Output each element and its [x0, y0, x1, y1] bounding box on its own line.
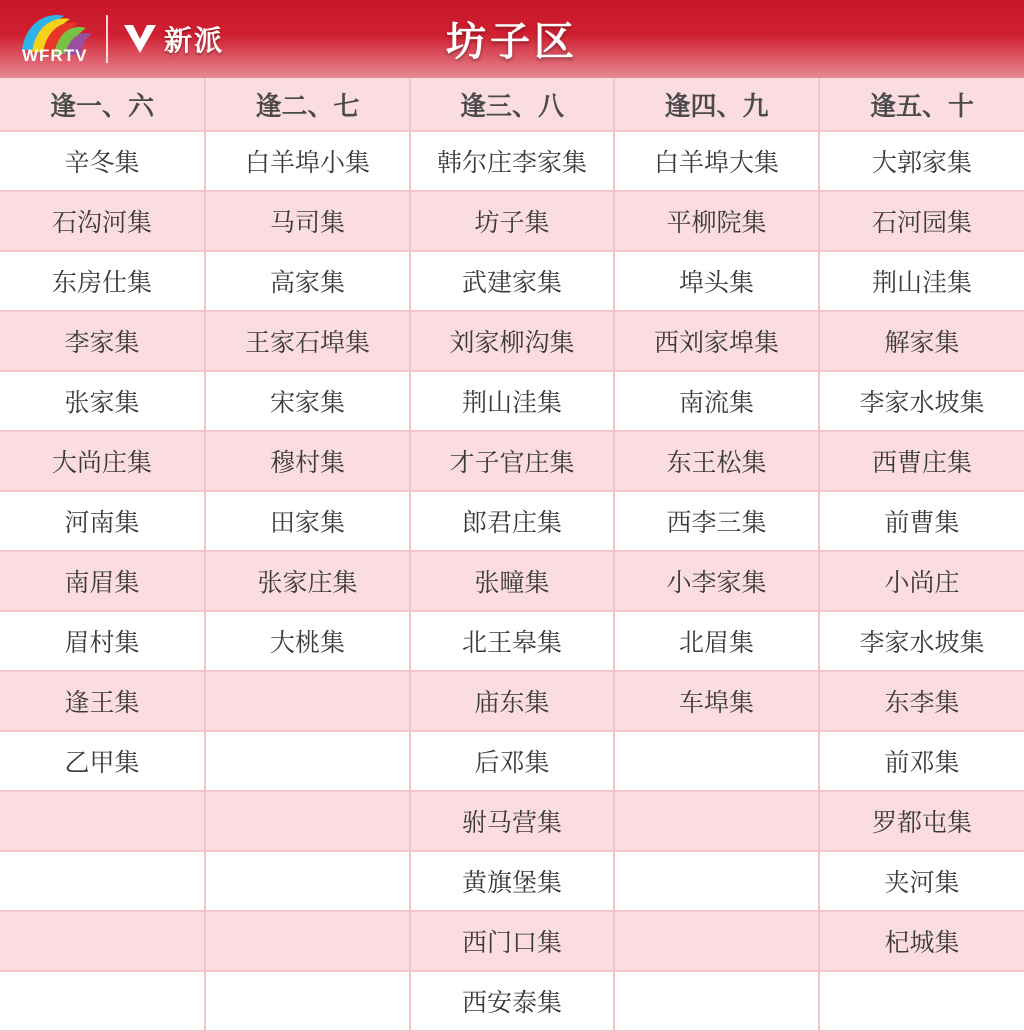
table-cell: 乙甲集	[0, 731, 205, 791]
table-cell: 南流集	[614, 371, 819, 431]
market-day-table	[0, 78, 1024, 1032]
table-row	[0, 251, 1024, 311]
table-cell: 荆山洼集	[410, 371, 614, 431]
table-cell: 石河园集	[819, 191, 1024, 251]
table-cell	[205, 911, 410, 971]
table-cell: 前曹集	[819, 491, 1024, 551]
table-cell: 西刘家埠集	[614, 311, 819, 371]
table-cell: 解家集	[819, 311, 1024, 371]
table-cell: 李家水坡集	[819, 611, 1024, 671]
table-cell	[205, 671, 410, 731]
column-header: 逢一、六	[0, 78, 205, 131]
table-cell: 荆山洼集	[819, 251, 1024, 311]
table-cell: 石沟河集	[0, 191, 205, 251]
page-header	[0, 0, 1024, 78]
table-cell: 田家集	[205, 491, 410, 551]
table-cell: 小尚庄	[819, 551, 1024, 611]
table-cell	[205, 851, 410, 911]
table-cell: 杞城集	[819, 911, 1024, 971]
table-cell: 马司集	[205, 191, 410, 251]
page-title: 坊子区	[446, 20, 578, 64]
table-cell: 东房仕集	[0, 251, 205, 311]
table-cell: 韩尔庄李家集	[410, 131, 614, 191]
table-cell	[205, 971, 410, 1031]
table-cell: 高家集	[205, 251, 410, 311]
table-cell: 李家水坡集	[819, 371, 1024, 431]
table-cell: 后邓集	[410, 731, 614, 791]
column-header: 逢二、七	[205, 78, 410, 131]
table-cell: 刘家柳沟集	[410, 311, 614, 371]
station-call-letters: WFRTV	[22, 46, 88, 65]
table-cell: 张疃集	[410, 551, 614, 611]
table-row	[0, 191, 1024, 251]
table-cell: 前邓集	[819, 731, 1024, 791]
table-row	[0, 311, 1024, 371]
table-cell: 坊子集	[410, 191, 614, 251]
table-cell: 西李三集	[614, 491, 819, 551]
table-cell: 郎君庄集	[410, 491, 614, 551]
table-header-row	[0, 78, 1024, 131]
column-header: 逢四、九	[614, 78, 819, 131]
table-cell	[0, 851, 205, 911]
table-cell: 大郭家集	[819, 131, 1024, 191]
table-row	[0, 851, 1024, 911]
table-cell	[819, 971, 1024, 1031]
table-cell: 西门口集	[410, 911, 614, 971]
table-cell: 穆村集	[205, 431, 410, 491]
table-cell: 张家庄集	[205, 551, 410, 611]
table-cell: 西曹庄集	[819, 431, 1024, 491]
table-cell: 驸马营集	[410, 791, 614, 851]
table-cell: 黄旗堡集	[410, 851, 614, 911]
table-cell	[0, 971, 205, 1031]
table-cell	[205, 731, 410, 791]
table-cell: 白羊埠大集	[614, 131, 819, 191]
table-cell: 庙东集	[410, 671, 614, 731]
table-cell: 王家石埠集	[205, 311, 410, 371]
table-row	[0, 551, 1024, 611]
table-cell: 大桃集	[205, 611, 410, 671]
table-row	[0, 671, 1024, 731]
table-cell: 宋家集	[205, 371, 410, 431]
table-cell: 小李家集	[614, 551, 819, 611]
table-cell: 逢王集	[0, 671, 205, 731]
table-cell: 大尚庄集	[0, 431, 205, 491]
table-body	[0, 78, 1024, 1031]
table-cell	[0, 911, 205, 971]
table-cell: 平柳院集	[614, 191, 819, 251]
table-cell	[614, 851, 819, 911]
table-cell: 辛冬集	[0, 131, 205, 191]
table-row	[0, 431, 1024, 491]
table-cell	[205, 791, 410, 851]
table-cell	[614, 731, 819, 791]
table-cell: 夹河集	[819, 851, 1024, 911]
table-cell	[614, 971, 819, 1031]
table-cell: 李家集	[0, 311, 205, 371]
table-cell: 北王皋集	[410, 611, 614, 671]
table-cell: 张家集	[0, 371, 205, 431]
table-row	[0, 131, 1024, 191]
table-row	[0, 731, 1024, 791]
table-row	[0, 911, 1024, 971]
column-header: 逢三、八	[410, 78, 614, 131]
table-cell: 东王松集	[614, 431, 819, 491]
table-cell: 白羊埠小集	[205, 131, 410, 191]
table-row	[0, 371, 1024, 431]
table-row	[0, 611, 1024, 671]
table-cell: 车埠集	[614, 671, 819, 731]
table-cell: 东李集	[819, 671, 1024, 731]
table-cell: 西安泰集	[410, 971, 614, 1031]
table-cell: 才子官庄集	[410, 431, 614, 491]
table-cell: 眉村集	[0, 611, 205, 671]
brand-name: 新派	[164, 25, 225, 56]
table-cell	[0, 791, 205, 851]
table-cell: 罗都屯集	[819, 791, 1024, 851]
table-row	[0, 791, 1024, 851]
table-cell	[614, 791, 819, 851]
table-cell: 南眉集	[0, 551, 205, 611]
table-cell: 河南集	[0, 491, 205, 551]
table-row	[0, 971, 1024, 1031]
column-header: 逢五、十	[819, 78, 1024, 131]
table-cell: 埠头集	[614, 251, 819, 311]
table-cell	[614, 911, 819, 971]
table-cell: 武建家集	[410, 251, 614, 311]
table-row	[0, 491, 1024, 551]
table-cell: 北眉集	[614, 611, 819, 671]
